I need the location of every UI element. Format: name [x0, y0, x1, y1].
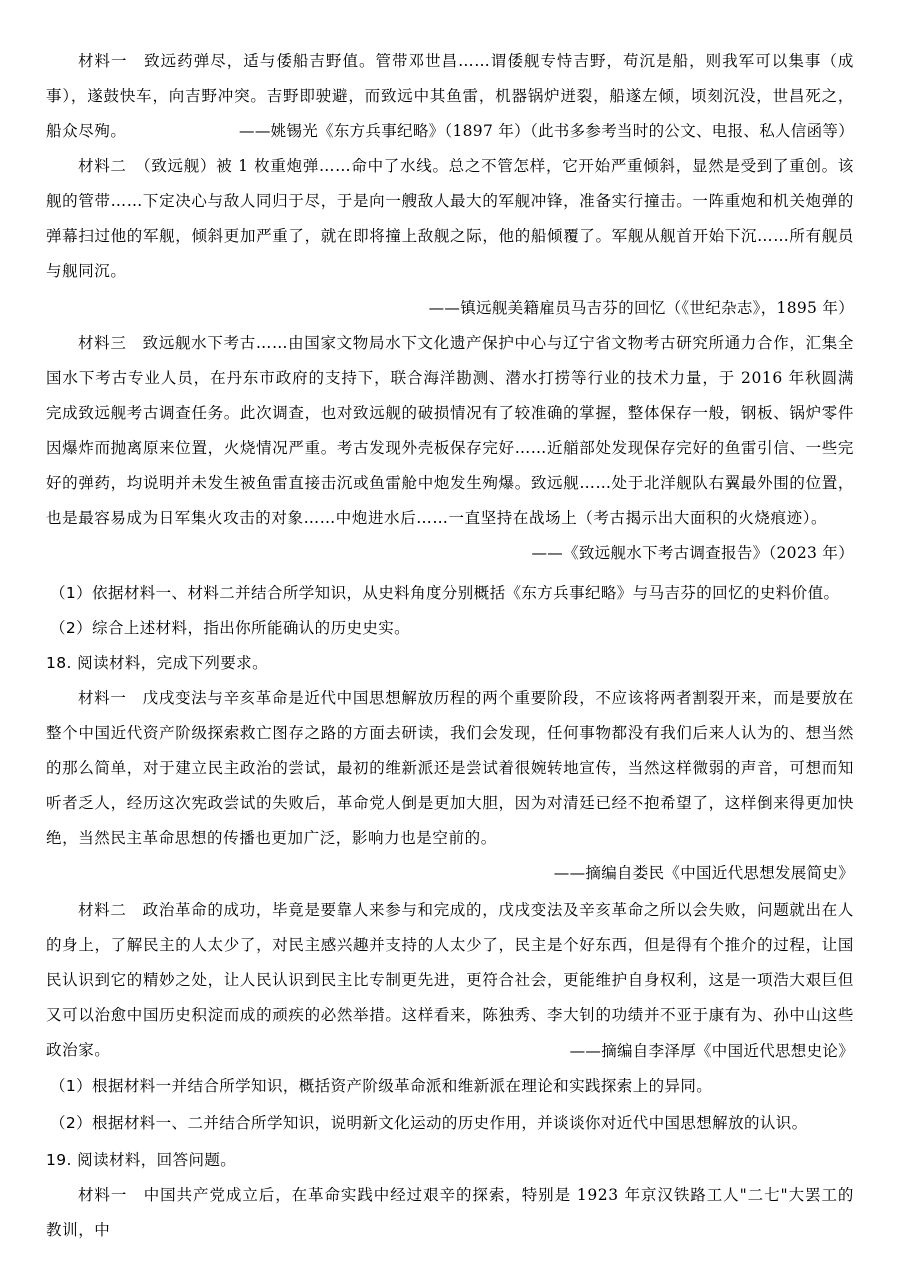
q17-material-1-source: ——姚锡光《东方兵事纪略》（1897 年）（此书多参考当时的公文、电报、私人信函等） — [239, 122, 854, 140]
q18-question-2: （2）根据材料一、二并结合所学知识，说明新文化运动的历史作用，并谈谈你对近代中国思想解放的认识。 — [50, 1114, 808, 1132]
q19-material-1: 材料一 中国共产党成立后，在革命实践中经过艰辛的探索，特别是 1923 年京汉铁路工人"二七"大罢工的教训，中 — [46, 1186, 854, 1239]
q17-question-2: （2）综合上述材料，指出你所能确认的历史史实。 — [50, 619, 411, 637]
q17-question-1: （1）依据材料一、材料二并结合所学知识，从史料角度分别概括《东方兵事纪略》与马吉芬的回忆的史料价值。 — [50, 584, 840, 602]
q17-material-2-source: ——镇远舰美籍雇员马吉芬的回忆（《世纪杂志》，1895 年） — [428, 299, 854, 317]
q18-material-2: 材料二 政治革命的成功，毕竟是要靠人来参与和完成的，戊戌变法及辛亥革命之所以会失败，问题就出在人的身上，了解民主的人太少了，对民主感兴趣并支持的人太少了，民主是个好东西，但是得有个推介的过程，让国民认识到它的精妙之处，让人民认识到民主比专制更先进，更符合社会，更能维护自身权利，这是一项浩大艰巨但又可以治愈中国历史积淀而成的顽疾的必然举措。这样看来，陈独秀、李大钊的功绩并不亚于康有为、孙中山这些政治家。 — [46, 901, 854, 1059]
q17-material-2: 材料二 （致远舰）被 1 枚重炮弹……命中了水线。总之不管怎样，它开始严重倾斜，显然是受到了重创。该舰的管带……下定决心与敌人同归于尽，于是向一艘敌人最大的军舰冲锋，准备实行撞击。一阵重炮和机关炮弹的弹幕扫过他的军舰，倾斜更加严重了，就在即将撞上敌舰之际，他的船倾覆了。军舰从舰首开始下沉……所有舰员与舰同沉。 — [46, 157, 854, 280]
q18-material-1: 材料一 戊戌变法与辛亥革命是近代中国思想解放历程的两个重要阶段，不应该将两者割裂开来，而是要放在整个中国近代资产阶级探索救亡图存之路的方面去研读，我们会发现，任何事物都没有我们后来人认为的、想当然的那么简单，对于建立民主政治的尝试，最初的维新派还是尝试着很婉转地宣传，当然这样微弱的声音，可想而知听者乏人，经历这次宪政尝试的失败后，革命党人倒是更加大胆，因为对清廷已经不抱希望了，这样倒来得更加快绝，当然民主革命思想的传播也更加广泛，影响力也是空前的。 — [46, 689, 854, 847]
q18-material-2-source: ——摘编自李泽厚《中国近代思想史论》 — [569, 1042, 854, 1060]
q17-material-1: 材料一 致远药弹尽，适与倭船吉野值。管带邓世昌……谓倭舰专恃吉野，苟沉是船，则我军可以集事（成事），遂鼓快车，向吉野冲突。吉野即驶避，而致远中其鱼雷，机器锅炉迸裂，船遂左倾，顷刻沉没，世昌死之，船众尽殉。 — [46, 52, 854, 140]
q19-heading: 19. 阅读材料，回答问题。 — [46, 1151, 237, 1169]
q17-material-3-source: ——《致远舰水下考古调查报告》（2023 年） — [531, 544, 854, 562]
q18-material-1-source: ——摘编自娄民《中国近代思想发展简史》 — [553, 864, 854, 882]
q18-question-1: （1）根据材料一并结合所学知识，概括资产阶级革命派和维新派在理论和实践探索上的异同。 — [50, 1077, 713, 1095]
q17-material-3: 材料三 致远舰水下考古……由国家文物局水下文化遗产保护中心与辽宁省文物考古研究所通力合作，汇集全国水下考古专业人员，在丹东市政府的支持下，联合海洋勘测、潜水打捞等行业的技术力量，于 2016 年秋圆满完成致远舰考古调查任务。此次调查，也对致远舰的破损情况有了较准确的掌握，整体保存一般，钢板、锅炉零件因爆炸而抛离原来位置，火烧情况严重。考古发现外壳板保存完好……近艏部处发现保存完好的鱼雷引信、一些完好的弹药，均说明并未发生被鱼雷直接击沉或鱼雷舱中炮发生殉爆。致远舰……处于北洋舰队右翼最外围的位置，也是最容易成为日军集火攻击的对象……中炮进水后……一直坚持在战场上（考古揭示出大面积的火烧痕迹）。 — [46, 334, 854, 527]
q18-heading: 18. 阅读材料，完成下列要求。 — [46, 654, 268, 672]
